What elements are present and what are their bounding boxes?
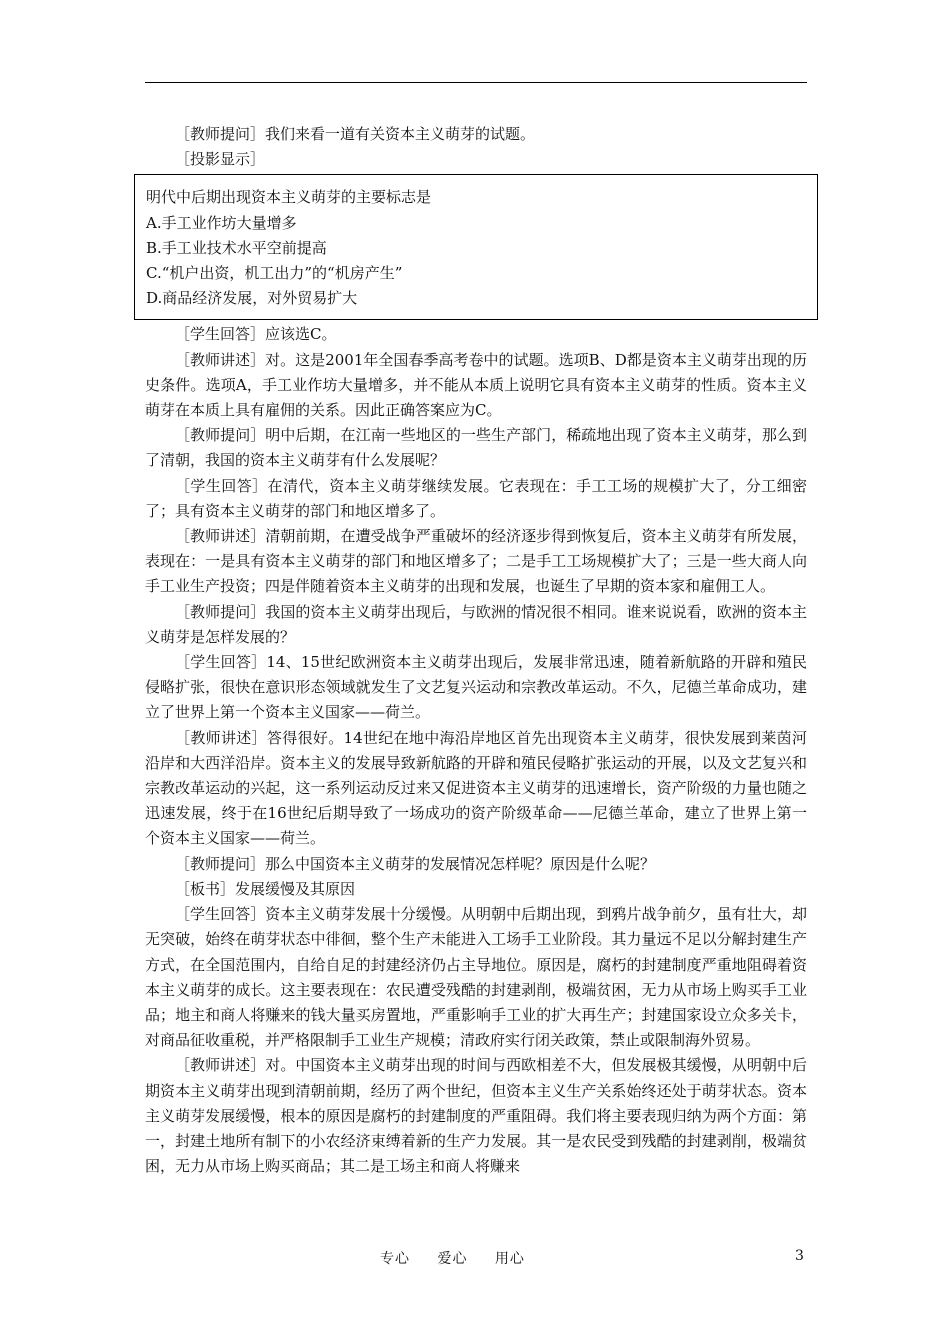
paragraph: ［教师讲述］对。中国资本主义萌芽出现的时间与西欧相差不大，但发展极其缓慢，从明朝中后期资本主义萌芽出现到清朝前期，经历了两个世纪，但资本主义生产关系始终还处于萌芽状态。资本主义萌芽发展缓慢，根本的原因是腐朽的封建制度的严重阻碍。我们将主要表现归纳为两个方面：第一，封建土地所有制下的小农经济束缚着新的生产力发展。其一是农民受到残酷的封建剥削，极端贫困，无力从市场上购买商品；其二是工场主和商人将赚来 bbox=[145, 1056, 807, 1176]
footer-word: 用心 bbox=[494, 1251, 525, 1267]
paragraph: ［学生回答］在清代，资本主义萌芽继续发展。它表现在：手工工场的规模扩大了，分工细密了；具有资本主义萌芽的部门和地区增多了。 bbox=[145, 476, 807, 520]
paragraph: ［教师提问］那么中国资本主义萌芽的发展情况怎样呢？原因是什么呢？ bbox=[175, 854, 656, 873]
paragraph: ［教师讲述］对。这是2001年全国春季高考卷中的试题。选项B、D都是资本主义萌芽出现的历史条件。选项A，手工业作坊大量增多，并不能从本质上说明它具有资本主义萌芽的性质。资本主义萌芽在本质上具有雇佣的关系。因此正确答案应为C。 bbox=[145, 350, 807, 420]
paragraph: ［教师提问］我国的资本主义萌芽出现后，与欧洲的情况很不相同。谁来说说看，欧洲的资本主义萌芽是怎样发展的？ bbox=[145, 602, 807, 646]
paragraph: ［学生回答］14、15世纪欧洲资本主义萌芽出现后，发展非常迅速，随着新航路的开辟和殖民侵略扩张，很快在意识形态领域就发生了文艺复兴运动和宗教改革运动。不久，尼德兰革命成功，建立了世界上第一个资本主义国家——荷兰。 bbox=[145, 653, 807, 722]
option-d: D.商品经济发展，对外贸易扩大 bbox=[146, 289, 358, 308]
paragraph: ［投影显示］ bbox=[175, 150, 266, 169]
paragraph: ［教师讲述］清朝前期，在遭受战争严重破坏的经济逐步得到恢复后，资本主义萌芽有所发展，表现在：一是具有资本主义萌芽的部门和地区增多了；二是手工工场规模扩大了；三是一些大商人向手工业生产投资；四是伴随着资本主义萌芽的出现和发展，也诞生了早期的资本家和雇佣工人。 bbox=[145, 527, 807, 596]
question-stem: 明代中后期出现资本主义萌芽的主要标志是 bbox=[146, 188, 432, 207]
page-number: 3 bbox=[795, 1248, 804, 1264]
header-rule bbox=[145, 82, 807, 83]
paragraph: ［教师提问］我们来看一道有关资本主义萌芽的试题。 bbox=[175, 125, 536, 143]
paragraph: ［学生回答］应该选C。 bbox=[175, 325, 337, 344]
paragraph: ［板书］发展缓慢及其原因 bbox=[175, 879, 356, 898]
footer-slogan bbox=[380, 1248, 547, 1268]
option-a: A.手工业作坊大量增多 bbox=[146, 213, 297, 232]
projection-question-box bbox=[134, 174, 818, 320]
footer-word: 专心 bbox=[380, 1251, 410, 1267]
document-body bbox=[145, 122, 807, 1179]
footer-word: 爱心 bbox=[437, 1251, 468, 1267]
paragraph: ［学生回答］资本主义萌芽发展十分缓慢。从明朝中后期出现，到鸦片战争前夕，虽有壮大，却无突破，始终在萌芽状态中徘徊，整个生产未能进入工场手工业阶段。其力量远不足以分解封建生产方式，在全国范围内，自给自足的封建经济仍占主导地位。原因是，腐朽的封建制度严重地阻碍着资本主义萌芽的成长。这主要表现在：农民遭受残酷的封建剥削，极端贫困，无力从市场上购买手工业品；地主和商人将赚来的钱大量买房置地，严重影响手工业的扩大再生产；封建国家设立众多关卡，对商品征收重税，并严格限制手工业生产规模；清政府实行闭关政策，禁止或限制海外贸易。 bbox=[145, 905, 807, 1050]
option-c: C.“机户出资，机工出力”的“机房产生” bbox=[146, 264, 403, 283]
option-b: B.手工业技术水平空前提高 bbox=[146, 238, 327, 257]
paragraph: ［教师讲述］答得很好。14世纪在地中海沿岸地区首先出现资本主义萌芽，很快发展到莱茵河沿岸和大西洋沿岸。资本主义的发展导致新航路的开辟和殖民侵略扩张运动的开展，以及文艺复兴和宗教改革运动的兴起，这一系列运动反过来又促进资本主义萌芽的迅速增长，资产阶级的力量也随之迅速发展，终于在16世纪后期导致了一场成功的资产阶级革命——尼德兰革命，建立了世界上第一个资本主义国家——荷兰。 bbox=[145, 728, 807, 848]
paragraph: ［教师提问］明中后期，在江南一些地区的一些生产部门，稀疏地出现了资本主义萌芽，那么到了清朝，我国的资本主义萌芽有什么发展呢？ bbox=[145, 426, 807, 470]
